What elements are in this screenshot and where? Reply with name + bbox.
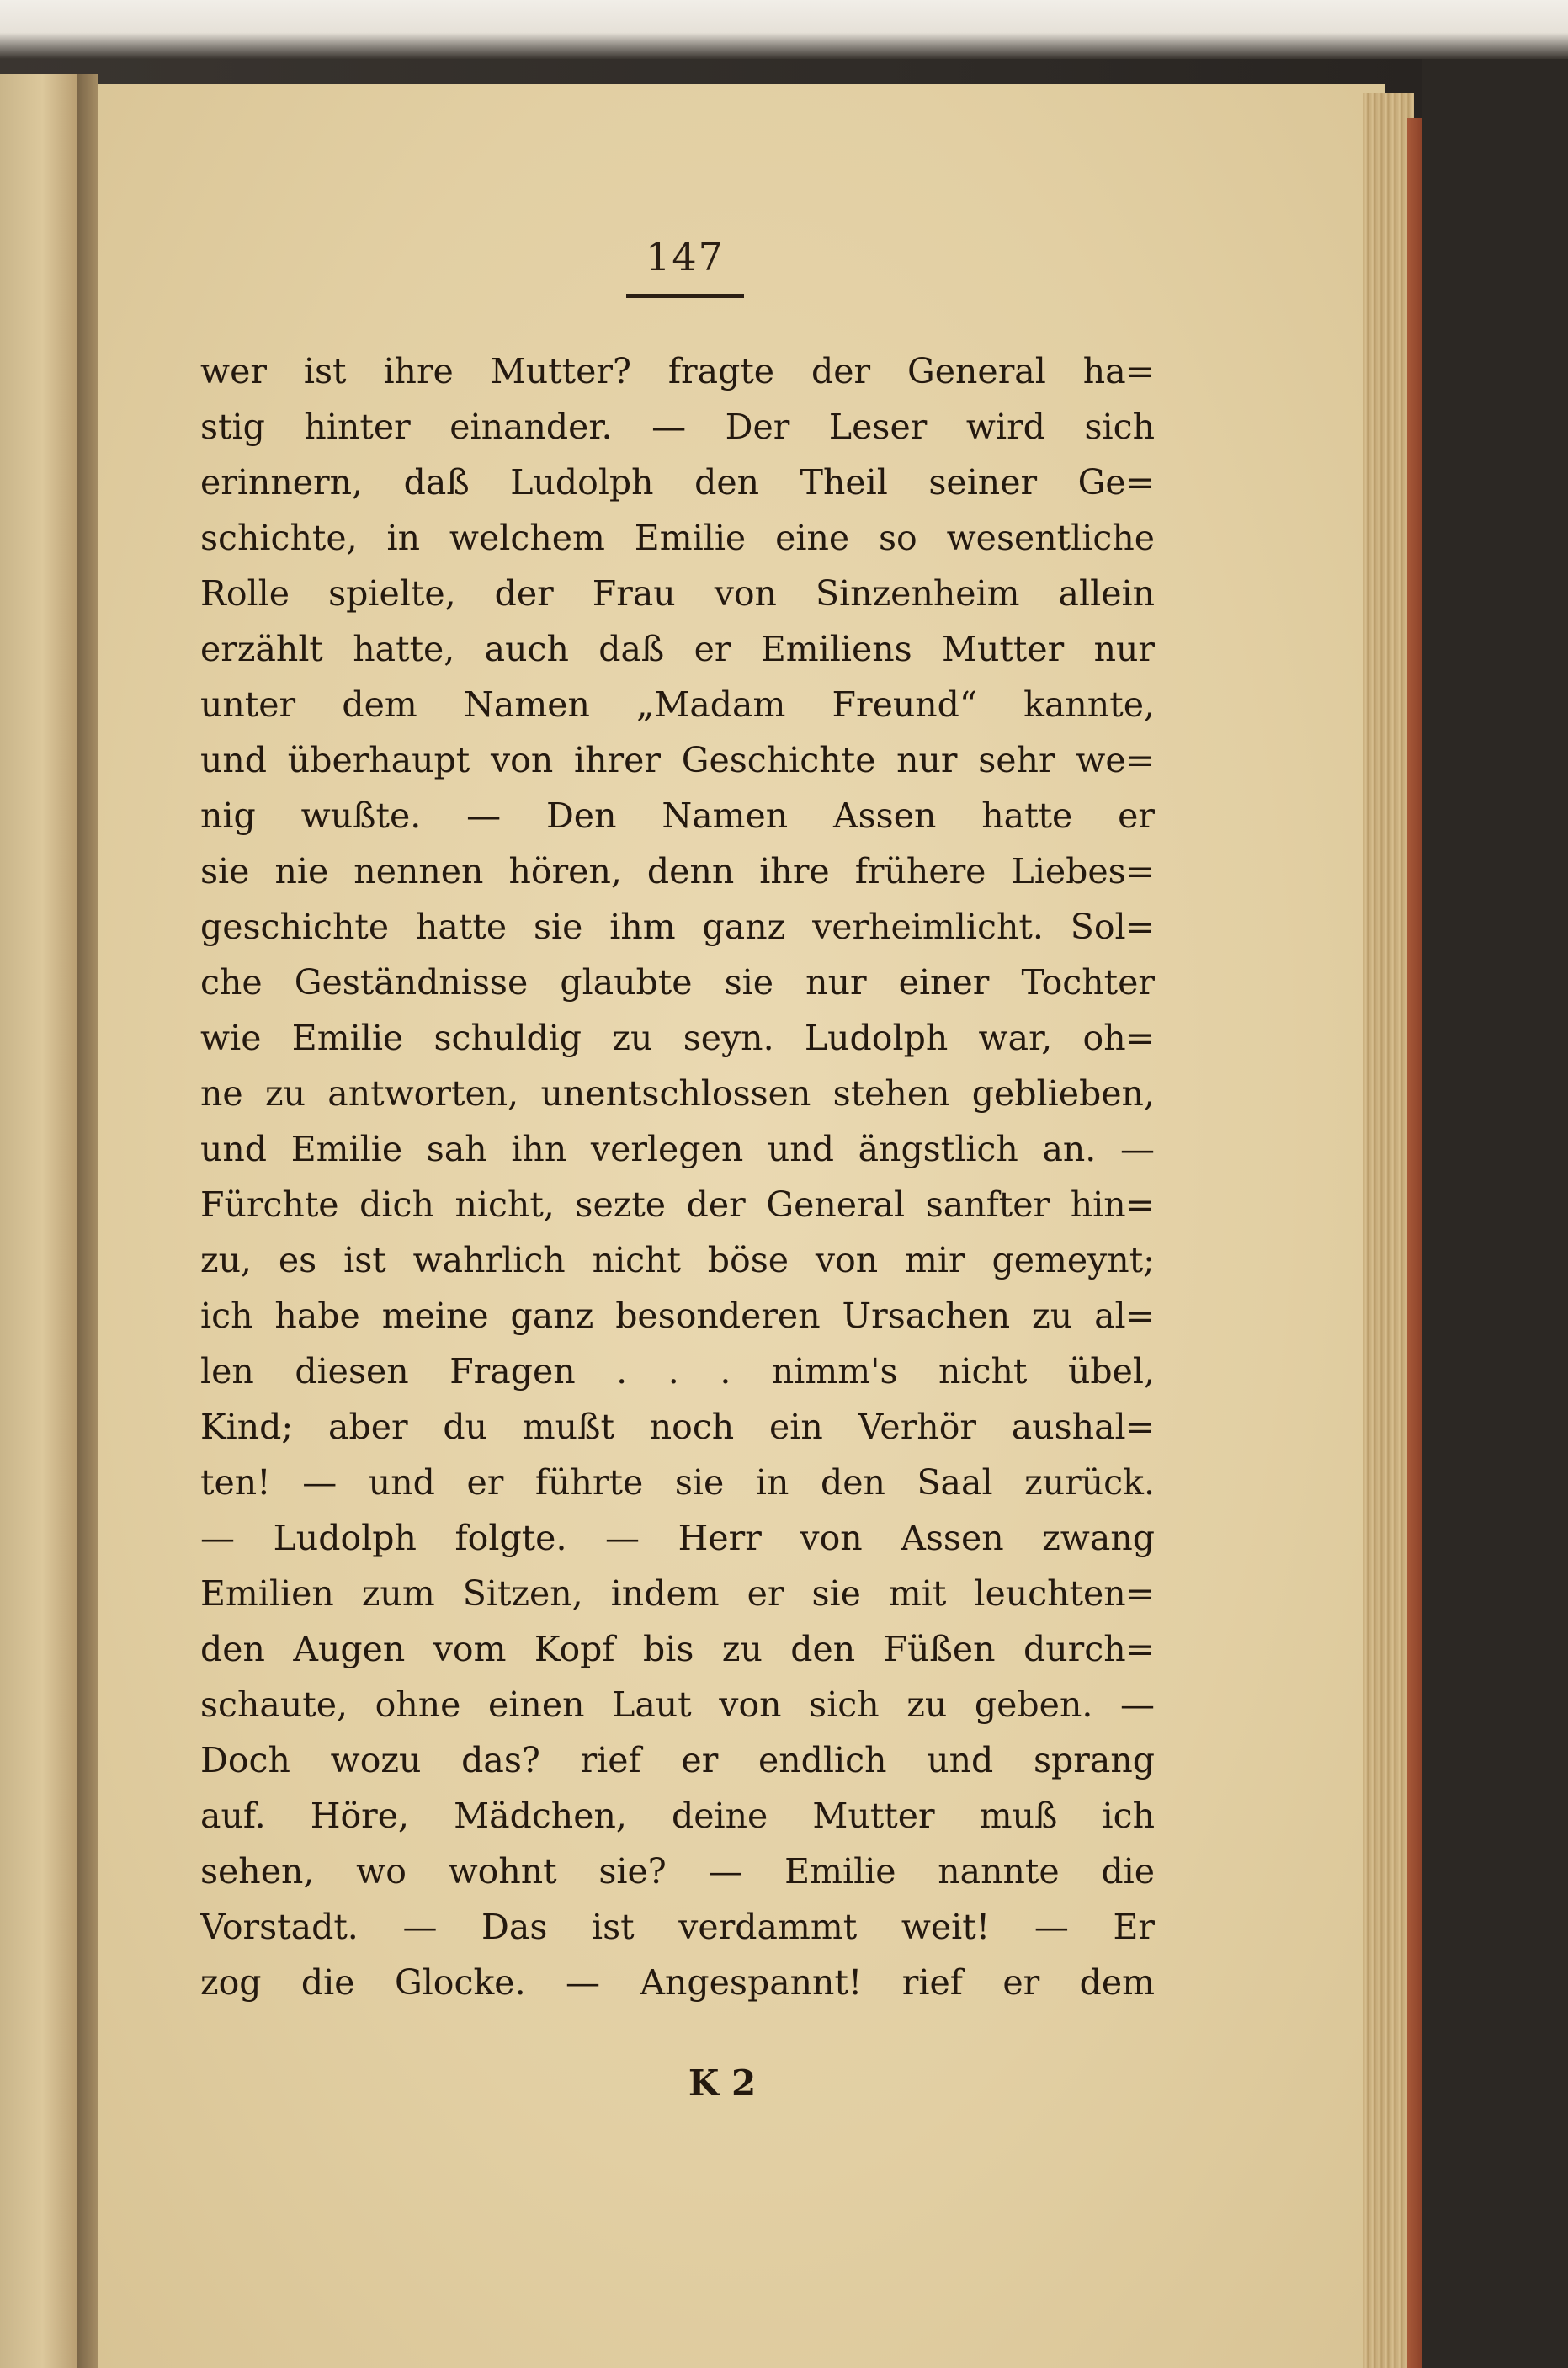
text-line: Rolle spielte, der Frau von Sinzenheim allein bbox=[200, 573, 1155, 614]
text-line: schaute, ohne einen Laut von sich zu geben. — bbox=[200, 1684, 1155, 1725]
text-line: auf. Höre, Mädchen, deine Mutter muß ich bbox=[200, 1796, 1155, 1836]
page-stack-edges bbox=[1363, 93, 1414, 2368]
text-line: sehen, wo wohnt sie? — Emilie nannte die bbox=[200, 1851, 1155, 1892]
body-text bbox=[200, 343, 1155, 2010]
text-line: che Geständnisse glaubte sie nur einer Tochter bbox=[200, 962, 1155, 1003]
text-line: Vorstadt. — Das ist verdammt weit! — Er bbox=[200, 1907, 1155, 1947]
text-line: erinnern, daß Ludolph den Theil seiner Ge= bbox=[200, 462, 1155, 503]
text-line: Kind; aber du mußt noch ein Verhör aushal= bbox=[200, 1407, 1155, 1447]
text-line: nig wußte. — Den Namen Assen hatte er bbox=[200, 796, 1155, 836]
text-line: Doch wozu das? rief er endlich und sprang bbox=[200, 1740, 1155, 1780]
text-line: ne zu antworten, unentschlossen stehen geblieben, bbox=[200, 1073, 1155, 1114]
text-line: zog die Glocke. — Angespannt! rief er dem bbox=[200, 1962, 1155, 2003]
page-number-rule bbox=[626, 294, 744, 298]
top-margin bbox=[0, 0, 1568, 59]
text-line: stig hinter einander. — Der Leser wird sich bbox=[200, 407, 1155, 447]
text-line: und Emilie sah ihn verlegen und ängstlich an. — bbox=[200, 1129, 1155, 1169]
text-line: den Augen vom Kopf bis zu den Füßen durch= bbox=[200, 1629, 1155, 1669]
book-gutter bbox=[77, 74, 98, 2368]
red-page-edge bbox=[1407, 118, 1422, 2368]
text-line: Emilien zum Sitzen, indem er sie mit leuchten= bbox=[200, 1573, 1155, 1614]
text-line: ten! — und er führte sie in den Saal zurück. bbox=[200, 1462, 1155, 1503]
text-line: zu, es ist wahrlich nicht böse von mir gemeynt; bbox=[200, 1240, 1155, 1280]
left-page-edge bbox=[0, 74, 77, 2368]
text-line: — Ludolph folgte. — Herr von Assen zwang bbox=[200, 1518, 1155, 1558]
signature-mark: K 2 bbox=[688, 2062, 757, 2104]
text-line: geschichte hatte sie ihm ganz verheimlicht. Sol= bbox=[200, 907, 1155, 947]
text-line: und überhaupt von ihrer Geschichte nur sehr we= bbox=[200, 740, 1155, 780]
page-number: 147 bbox=[646, 234, 725, 279]
text-line: ich habe meine ganz besonderen Ursachen zu al= bbox=[200, 1296, 1155, 1336]
text-line: schichte, in welchem Emilie eine so wesentliche bbox=[200, 518, 1155, 558]
book-cover-right bbox=[1422, 59, 1568, 2368]
text-line: len diesen Fragen . . . nimm's nicht übel, bbox=[200, 1351, 1155, 1392]
text-line: erzählt hatte, auch daß er Emiliens Mutter nur bbox=[200, 629, 1155, 669]
text-line: unter dem Namen „Madam Freund“ kannte, bbox=[200, 684, 1155, 725]
text-line: wie Emilie schuldig zu seyn. Ludolph war, oh= bbox=[200, 1018, 1155, 1058]
text-line: wer ist ihre Mutter? fragte der General ha= bbox=[200, 351, 1155, 391]
text-line: sie nie nennen hören, denn ihre frühere Liebes= bbox=[200, 851, 1155, 891]
text-line: Fürchte dich nicht, sezte der General sanfter hin= bbox=[200, 1184, 1155, 1225]
